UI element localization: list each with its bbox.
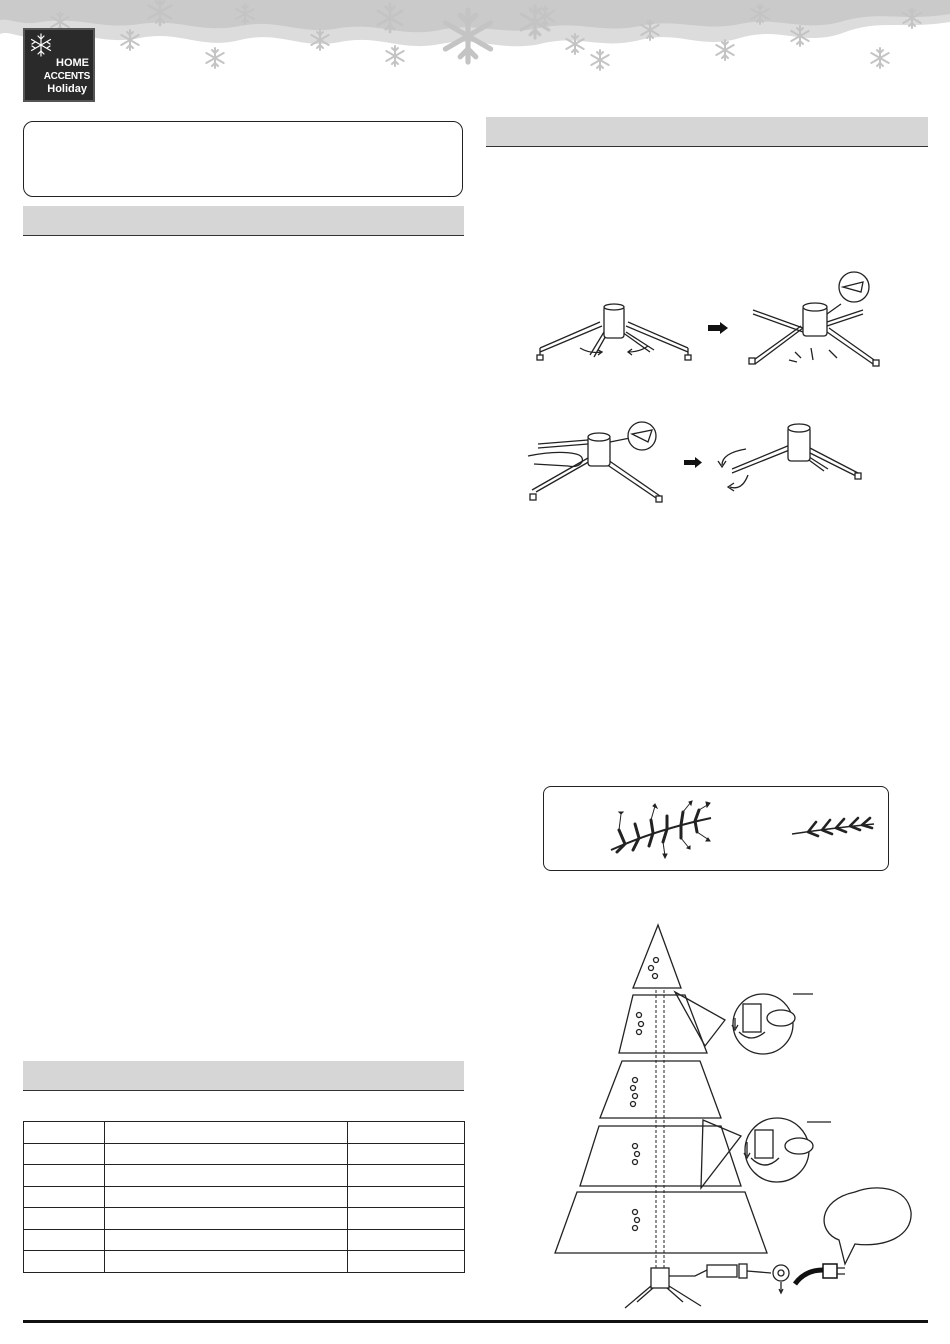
fluffed-branch-illustration (605, 800, 717, 860)
brand-logo (23, 28, 95, 102)
tree-assembly-diagram (555, 920, 915, 1320)
table-cell (105, 1229, 348, 1251)
snowflake-banner-icon (0, 0, 950, 80)
section-header-left-2 (23, 1061, 464, 1091)
notice-box (23, 121, 463, 197)
right-arrow-icon (708, 322, 728, 334)
table-cell (348, 1208, 465, 1230)
compressed-branch-illustration (792, 814, 876, 840)
table-row (24, 1165, 465, 1187)
table-cell (105, 1143, 348, 1165)
table-cell (105, 1165, 348, 1187)
logo-line-home: HOME (56, 57, 89, 69)
table-cell (24, 1251, 105, 1273)
table-row (24, 1186, 465, 1208)
logo-line-accents: ACCENTS (43, 71, 90, 82)
table-cell (105, 1251, 348, 1273)
stand-open-illustration (745, 270, 885, 368)
table-cell (348, 1251, 465, 1273)
right-arrow-icon (684, 457, 702, 468)
table-cell (348, 1122, 465, 1144)
section-header-right-1 (486, 117, 928, 147)
section-header-left-1 (23, 206, 464, 236)
table-row (24, 1251, 465, 1273)
table-cell (24, 1122, 105, 1144)
table-cell (348, 1143, 465, 1165)
table-cell (24, 1143, 105, 1165)
parts-table (23, 1121, 465, 1273)
table-cell (105, 1186, 348, 1208)
table-row (24, 1208, 465, 1230)
table-cell (24, 1229, 105, 1251)
stand-turn-illustration (718, 425, 868, 493)
table-row (24, 1143, 465, 1165)
table-cell (105, 1208, 348, 1230)
table-cell (348, 1186, 465, 1208)
stand-lock-illustration (528, 420, 668, 508)
table-cell (348, 1229, 465, 1251)
table-cell (105, 1122, 348, 1144)
logo-line-holiday: Holiday (47, 83, 87, 95)
stand-closed-illustration (530, 300, 700, 365)
table-row (24, 1229, 465, 1251)
table-cell (24, 1165, 105, 1187)
table-cell (348, 1165, 465, 1187)
snowflake-icon (28, 32, 54, 58)
table-cell (24, 1186, 105, 1208)
table-cell (24, 1208, 105, 1230)
table-row (24, 1122, 465, 1144)
footer-rule (23, 1320, 928, 1323)
